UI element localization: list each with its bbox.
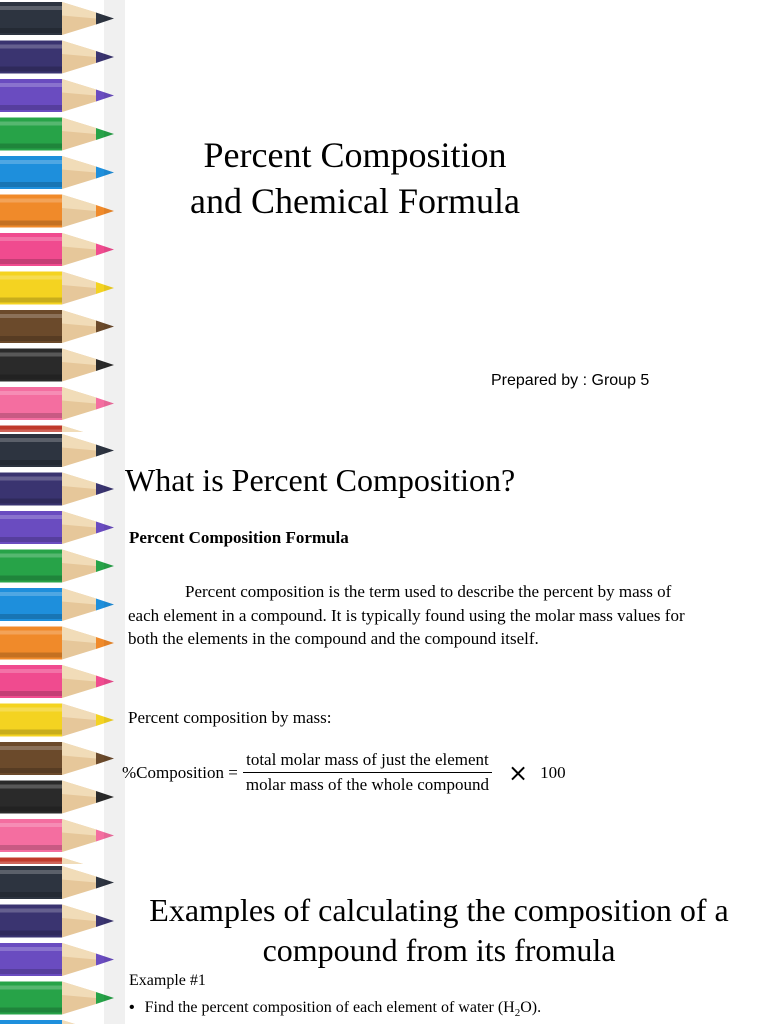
formula-fraction (243, 750, 492, 795)
pencil (0, 665, 114, 698)
pencil (0, 349, 114, 382)
multiply-sign: × (508, 758, 529, 787)
formula-numerator: total molar mass of just the element (243, 750, 492, 773)
definition-paragraph: Percent composition is the term used to describe the percent by mass of each element in a compound. It is typically found using the molar mass values for both the elements in the compound and the compound itself. (128, 582, 685, 648)
pencil-shadow (104, 0, 125, 432)
pencil (0, 982, 114, 1015)
slide-heading: What is Percent Composition? (125, 462, 516, 498)
pencil (0, 943, 114, 976)
pencil (0, 272, 114, 305)
slide-title-line-1: Percent Composition (203, 135, 507, 175)
definition-slide (0, 432, 768, 864)
formula-factor: 100 (540, 762, 566, 782)
pencil (0, 511, 114, 544)
pencil-shadow (104, 864, 125, 1024)
pencils-graphic (0, 0, 125, 432)
pencil (0, 742, 114, 775)
bullet-subscript: 2 (514, 1007, 521, 1020)
pencil (0, 387, 114, 420)
bullet-dot: • (129, 999, 135, 1016)
pencil (0, 195, 114, 228)
pencil (0, 79, 114, 112)
pencil-shadow (104, 432, 125, 864)
slide-title (150, 132, 560, 224)
percent-composition-formula (122, 750, 566, 795)
pencil (0, 550, 114, 583)
pencil (0, 41, 114, 74)
pencil (0, 819, 114, 852)
slide-heading: Examples of calculating the composition of a compound from its fromula (149, 892, 729, 968)
pencil (0, 310, 114, 343)
pencil (0, 473, 114, 506)
pencil (0, 434, 114, 467)
pencil-strip (0, 0, 125, 432)
pencil (0, 118, 114, 151)
pencil-strip (0, 432, 125, 864)
pencil (0, 156, 114, 189)
pencil (0, 905, 114, 938)
pencil (0, 588, 114, 621)
by-mass-label: Percent composition by mass: (128, 708, 332, 727)
bullet-text-end: O). (520, 999, 542, 1016)
pencils-graphic (0, 432, 125, 864)
bullet-text: Find the percent composition of each element of water (H (144, 999, 515, 1016)
pencil (0, 1020, 114, 1024)
bullet-item (129, 999, 541, 1019)
pencil (0, 2, 114, 35)
pencil (0, 233, 114, 266)
pencil (0, 627, 114, 660)
formula-denominator: molar mass of the whole compound (245, 775, 490, 794)
pencil-strip (0, 864, 125, 1024)
byline: Prepared by : Group 5 (491, 372, 650, 389)
pencils-graphic (0, 864, 125, 1024)
title-slide (0, 0, 768, 432)
pencil (0, 704, 114, 737)
slide-title-line-2: and Chemical Formula (190, 181, 520, 221)
slide-subheading: Percent Composition Formula (129, 528, 349, 547)
pencil (0, 781, 114, 814)
example-label: Example #1 (129, 972, 206, 989)
formula-lhs: %Composition = (122, 762, 238, 782)
pencil (0, 866, 114, 899)
examples-slide (0, 864, 768, 1024)
